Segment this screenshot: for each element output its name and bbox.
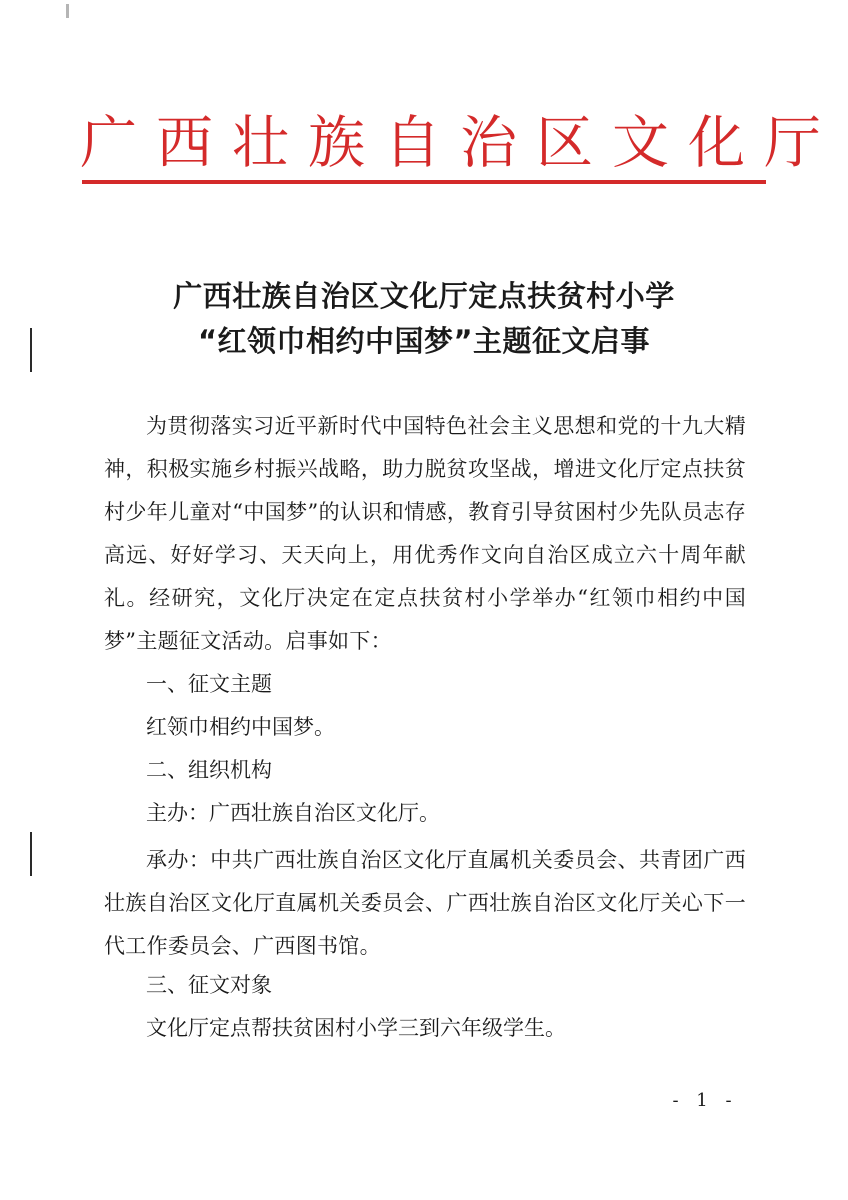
section-3-heading: 三、征文对象 <box>146 973 272 997</box>
section-2-heading: 二、组织机构 <box>146 758 272 782</box>
section-3-content: 文化厅定点帮扶贫困村小学三到六年级学生。 <box>146 1016 566 1040</box>
page-number: - 1 - <box>672 1090 738 1111</box>
binding-hole-mark <box>30 328 32 372</box>
binding-hole-mark <box>30 832 32 876</box>
document-title-line-2: “红领巾相约中国梦”主题征文启事 <box>197 324 651 358</box>
scan-artifact <box>66 4 69 18</box>
section-2-host: 主办：广西壮族自治区文化厅。 <box>146 801 440 825</box>
intro-paragraph: 为贯彻落实习近平新时代中国特色社会主义思想和党的十九大精神，积极实施乡村振兴战略，助力脱贫攻坚战，增进文化厅定点扶贫村少年儿童对“中国梦”的认识和情感，教育引导贫困村少先队员志存高远、好好学习、天天向上，用优秀作文向自治区成立六十周年献礼。经研究，文化厅决定在定点扶贫村小学举办“红领巾相约中国梦”主题征文活动。启事如下： <box>104 414 746 653</box>
section-2-organizers: 承办：中共广西壮族自治区文化厅直属机关委员会、共青团广西壮族自治区文化厅直属机关委员会、广西壮族自治区文化厅关心下一代工作委员会、广西图书馆。 <box>104 848 746 958</box>
document-title-line-1: 广西壮族自治区文化厅定点扶贫村小学 <box>173 279 675 313</box>
issuing-agency-header: 广西壮族自治区文化厅 <box>80 110 840 176</box>
section-1-content: 红领巾相约中国梦。 <box>146 715 335 739</box>
red-header-rule <box>82 180 766 184</box>
section-1-heading: 一、征文主题 <box>146 672 272 696</box>
